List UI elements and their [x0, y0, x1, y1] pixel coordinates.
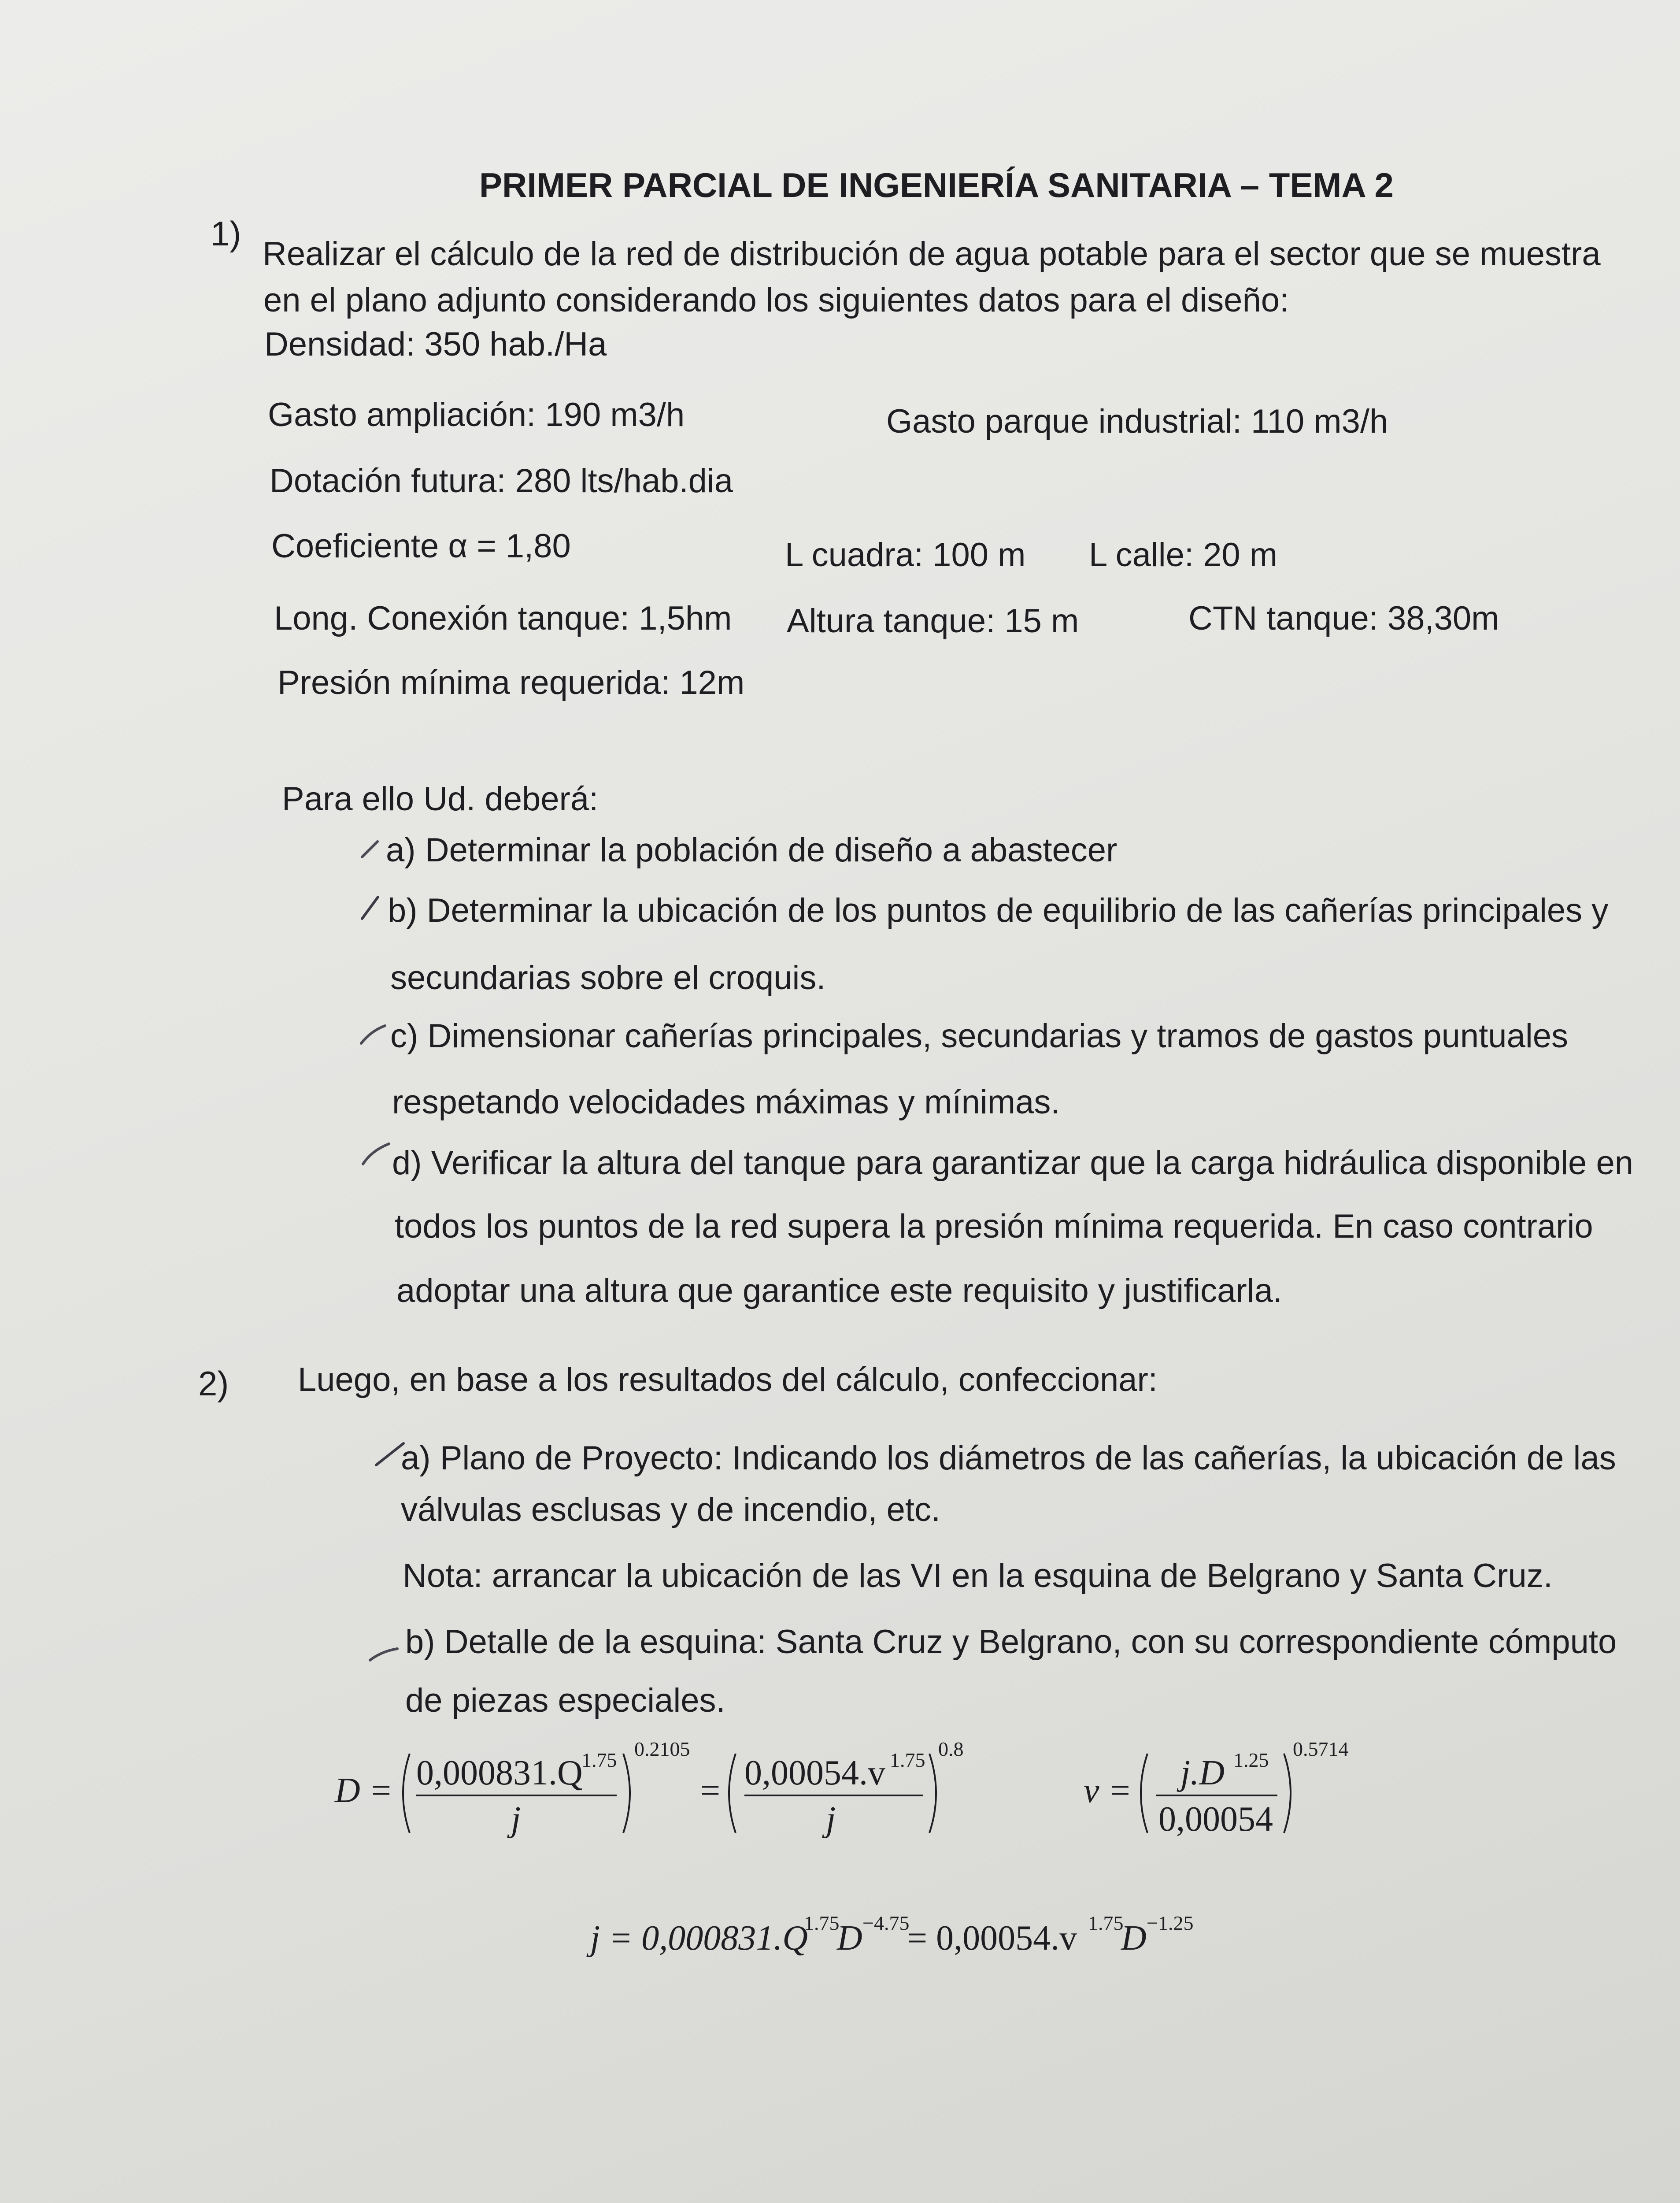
formula-j-mid: = 0,00054.v [907, 1919, 1077, 1958]
q2-item-b-line-1: b) Detalle de la esquina: Santa Cruz y Belgrano, con su correspondiente cómputo [405, 1623, 1617, 1661]
q1-intro-line-1: Realizar el cálculo de la red de distribución de agua potable para el sector que se muestra [263, 235, 1601, 273]
diameter-velocity-formulas [308, 1736, 1410, 1851]
dotacion-futura: Dotación futura: 280 lts/hab.dia [270, 462, 733, 500]
formula-j-d-2: D [1121, 1919, 1147, 1958]
formula-j-exp-3: 1.75 [1088, 1912, 1124, 1934]
q1-item-d-line-3: adoptar una altura que garantice este requisito y justificarla. [396, 1272, 1282, 1309]
q1-intro-line-2: en el plano adjunto considerando los siguientes datos para el diseño: [263, 282, 1289, 319]
formula-d-numerator-1-exp: 1.75 [581, 1749, 617, 1771]
q1-item-c-line-2: respetando velocidades máximas y mínimas. [392, 1083, 1060, 1121]
formula-v-lhs: v = [1084, 1771, 1132, 1810]
formula-v-denominator: 0,00054 [1158, 1800, 1273, 1839]
formula-d-denominator-2: j [826, 1800, 836, 1839]
coeficiente-alfa: Coeficiente α = 1,80 [271, 527, 571, 565]
formula-d-denominator-1: j [511, 1800, 521, 1839]
pen-check-mark-icon [360, 1142, 391, 1168]
l-cuadra: L cuadra: 100 m [785, 536, 1026, 574]
q1-item-a: a) Determinar la población de diseño a abastecer [386, 831, 1118, 869]
formula-d-numerator-2: 0,00054.v [744, 1754, 885, 1792]
formula-j-exp-2: −4.75 [862, 1912, 910, 1934]
density-value: Densidad: 350 hab./Ha [264, 326, 607, 363]
long-conexion-tanque: Long. Conexión tanque: 1,5hm [274, 600, 732, 637]
altura-tanque: Altura tanque: 15 m [787, 602, 1079, 640]
pen-check-mark-icon [368, 1638, 399, 1665]
formula-j-exp-1: 1.75 [804, 1912, 840, 1934]
formula-d-numerator-1: 0,000831.Q [416, 1754, 583, 1792]
q2-item-a-line-1: a) Plano de Proyecto: Indicando los diámetros de las cañerías, la ubicación de las [401, 1439, 1616, 1477]
formula-j-d-1: D [837, 1919, 862, 1958]
formula-equals: = [700, 1771, 721, 1810]
exam-title: PRIMER PARCIAL DE INGENIERÍA SANITARIA – TEMA 2 [479, 166, 1394, 204]
head-loss-formula [586, 1908, 1247, 1965]
l-calle: L calle: 20 m [1089, 536, 1278, 574]
formula-d-exponent-1: 0.2105 [634, 1738, 690, 1760]
formula-v-numerator: j.D [1180, 1754, 1225, 1792]
question-1-number: 1) [211, 214, 241, 253]
pen-check-mark-icon [358, 837, 389, 864]
formula-d-exponent-2: 0.8 [938, 1738, 964, 1760]
formula-v-numerator-exp: 1.25 [1233, 1749, 1269, 1771]
gasto-ampliacion: Gasto ampliación: 190 m3/h [268, 396, 685, 434]
q2-item-b-line-2: de piezas especiales. [405, 1682, 725, 1719]
pen-check-mark-icon [358, 1022, 389, 1049]
q2-item-a-line-2: válvulas esclusas y de incendio, etc. [401, 1491, 941, 1528]
q2-intro: Luego, en base a los resultados del cálculo, confeccionar: [298, 1361, 1158, 1398]
q1-item-d-line-2: todos los puntos de la red supera la presión mínima requerida. En caso contrario [395, 1208, 1593, 1245]
pen-check-mark-icon [357, 894, 388, 921]
question-2-number: 2) [198, 1364, 229, 1403]
ctn-tanque: CTN tanque: 38,30m [1188, 600, 1499, 637]
gasto-parque-industrial: Gasto parque industrial: 110 m3/h [886, 403, 1388, 440]
para-ello-label: Para ello Ud. deberá: [282, 780, 599, 818]
formula-v-exponent: 0.5714 [1293, 1738, 1349, 1760]
presion-minima: Presión mínima requerida: 12m [278, 664, 745, 701]
q2-nota: Nota: arrancar la ubicación de las VI en la esquina de Belgrano y Santa Cruz. [403, 1557, 1553, 1595]
q1-item-d-line-1: d) Verificar la altura del tanque para garantizar que la carga hidráulica disponible en [392, 1144, 1633, 1182]
q1-item-b-line-1: b) Determinar la ubicación de los puntos de equilibrio de las cañerías principales y [388, 892, 1609, 929]
formula-j-lhs: j = 0,000831.Q [590, 1919, 808, 1958]
formula-d-lhs: D = [335, 1771, 393, 1810]
q1-item-b-line-2: secundarias sobre el croquis. [390, 959, 826, 997]
q1-item-c-line-1: c) Dimensionar cañerías principales, secundarias y tramos de gastos puntuales [390, 1017, 1568, 1055]
formula-j-exp-4: −1.25 [1147, 1912, 1194, 1934]
formula-d-numerator-2-exp: 1.75 [890, 1749, 925, 1771]
